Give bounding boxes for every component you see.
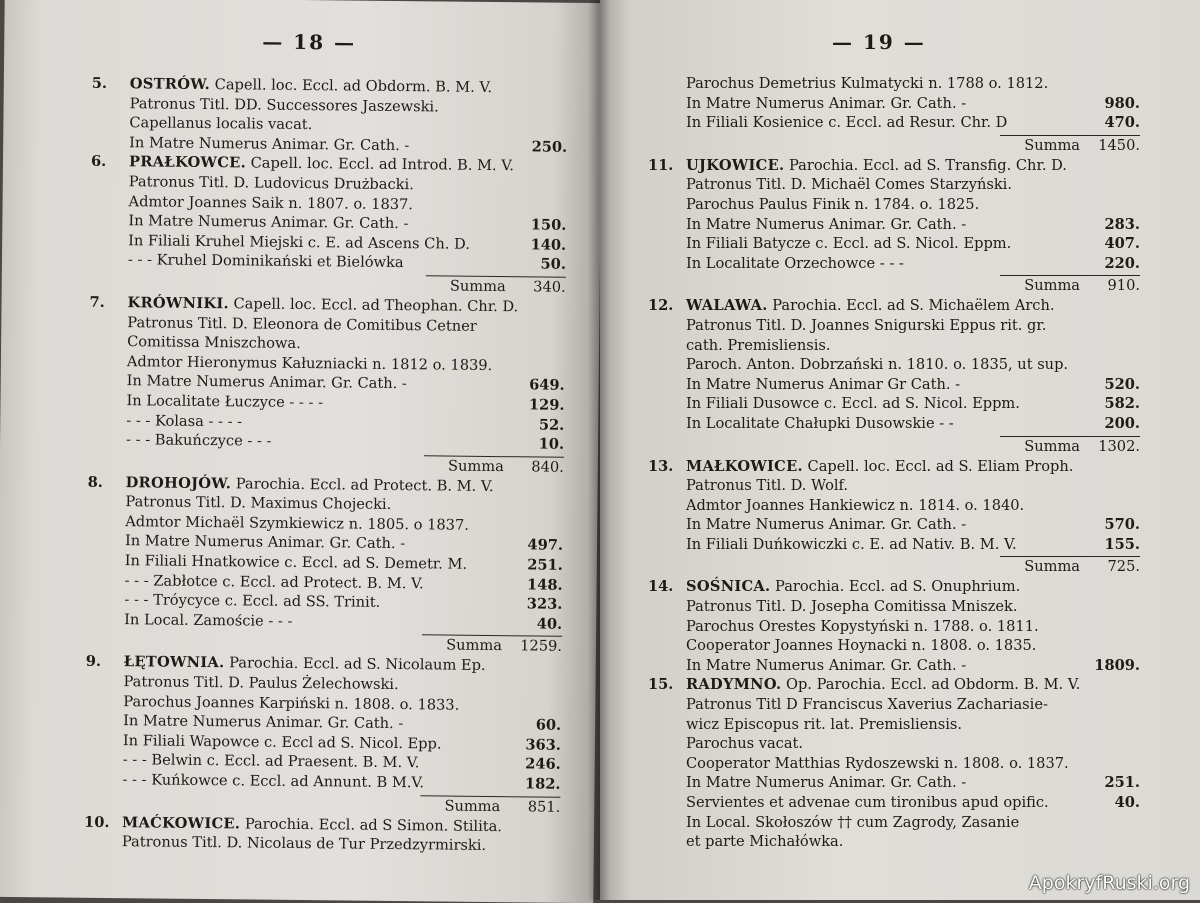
population-count: 52. bbox=[538, 416, 565, 434]
entry-text: In Matre Numerus Animar Gr Cath. - bbox=[686, 375, 961, 393]
entry-text: In Matre Numerus Animar. Gr. Cath. - bbox=[123, 712, 404, 733]
entry-text: Patronus Titl. D. Eleonora de Comitibus Cetner bbox=[127, 313, 477, 335]
entry-line bbox=[648, 195, 1140, 215]
entry-text: Paroch. Anton. Dobrzański n. 1810. o. 1835, ut sup. bbox=[686, 356, 1069, 374]
population-count: 497. bbox=[527, 536, 564, 555]
entry-text: In Filiali Kosienice c. Eccl. ad Resur. Chr. D bbox=[686, 114, 1008, 132]
entry-text: In Localitate Chałupki Dusowskie - - bbox=[686, 414, 954, 432]
summa-line bbox=[648, 276, 1140, 296]
entry-text: In Matre Numerus Animar. Gr. Cath. - bbox=[686, 516, 967, 534]
entry-text: In Filiali Wapowce c. Eccl ad S. Nicol. Epp. bbox=[122, 731, 442, 753]
entry-text: In Local. Skołoszów †† cum Zagrody, Zasanie bbox=[686, 813, 1020, 831]
population-count: 251. bbox=[1104, 774, 1140, 792]
entry-text: In Filiali Hnatkowice c. Eccl. ad S. Demetr. M. bbox=[124, 552, 468, 573]
entry-text: UJKOWICE. Parochia. Eccl. ad S. Transfig. Chr. D. bbox=[686, 156, 1067, 174]
population-count: 246. bbox=[525, 755, 561, 774]
entry-text: OSTRÓW. Capell. loc. Eccl. ad Obdorm. B. M. V. bbox=[129, 75, 493, 96]
entry-line bbox=[648, 336, 1140, 356]
entry-text: Admtor Joannes Saik n. 1807. o. 1837. bbox=[128, 192, 414, 213]
entry-text: Parochus Joannes Karpiński n. 1808. o. 1833. bbox=[123, 692, 460, 714]
summa-label: Summa bbox=[1024, 558, 1080, 576]
entry-line bbox=[648, 215, 1140, 235]
entry-text: In Filiali Kruhel Miejski c. E. ad Ascens Ch. D. bbox=[128, 231, 470, 253]
parish-entry bbox=[648, 74, 1140, 156]
parish-entry bbox=[648, 156, 1140, 297]
entry-text: In Matre Numerus Animar. Gr. Cath. - bbox=[686, 215, 967, 233]
population-count: 470. bbox=[1104, 114, 1140, 132]
entry-text: Patronus Titl. D. Joannes Snigurski Eppus rit. gr. bbox=[686, 316, 1047, 334]
entry-line bbox=[648, 597, 1140, 617]
entry-line bbox=[648, 254, 1140, 274]
entry-text: In Matre Numerus Animar. Gr. Cath. - bbox=[686, 94, 967, 112]
population-count: 40. bbox=[1114, 794, 1140, 811]
entry-number: 11. bbox=[648, 156, 674, 174]
entry-line bbox=[648, 515, 1140, 535]
population-count: 980. bbox=[1104, 94, 1140, 112]
parish-entry bbox=[648, 675, 1140, 851]
entry-text: Patronus Titl. D. Ludovicus Drużbacki. bbox=[128, 173, 414, 194]
population-count: 649. bbox=[529, 376, 565, 395]
summa-label: Summa bbox=[447, 457, 504, 475]
entry-text: SOŚNICA. Parochia. Eccl. ad S. Onuphrium. bbox=[686, 578, 1021, 596]
entry-text: In Matre Numerus Animar. Gr. Cath. - bbox=[124, 532, 406, 553]
summa-value: 1259. bbox=[520, 637, 563, 656]
entry-text: - - - Kolasa - - - - bbox=[126, 411, 243, 430]
entry-line bbox=[84, 770, 560, 795]
population-count: 50. bbox=[540, 255, 567, 274]
summa-label: Summa bbox=[446, 636, 503, 655]
entry-text: In Localitate Orzechowce - - - bbox=[686, 254, 904, 272]
entry-line bbox=[648, 394, 1140, 414]
population-count: 155. bbox=[1104, 535, 1140, 553]
population-count: 250. bbox=[531, 138, 568, 156]
entry-text: - - - Kuńkowce c. Eccl. ad Annunt. B M.V. bbox=[122, 771, 425, 792]
entry-text: MAĆKOWICE. Parochia. Eccl. ad S Simon. Stilita. bbox=[122, 813, 503, 835]
entry-number: 9. bbox=[85, 653, 102, 671]
entry-line bbox=[648, 832, 1140, 852]
entry-text: In Local. Zamoście - - - bbox=[124, 611, 293, 630]
entry-text: PRAŁKOWCE. Capell. loc. Eccl. ad Introd. B. M. V. bbox=[128, 153, 514, 175]
entry-text: In Filiali Duńkowiczki c. E. ad Nativ. B. M. V. bbox=[686, 535, 1017, 553]
population-count: 10. bbox=[538, 435, 565, 453]
entry-heading-line bbox=[648, 675, 1140, 695]
entry-line bbox=[648, 113, 1140, 133]
parish-entry bbox=[90, 152, 567, 298]
entry-text: Admtor Joannes Hankiewicz n. 1814. o. 1840. bbox=[686, 496, 1025, 514]
entry-text: Parochus Orestes Kopystyński n. 1788. o. 1811. bbox=[686, 617, 1039, 635]
population-count: 323. bbox=[526, 595, 563, 614]
summa-value: 1450. bbox=[1098, 136, 1140, 154]
summa-value: 1302. bbox=[1098, 437, 1140, 455]
entry-text: Patronus Titl. D. Maximus Chojecki. bbox=[125, 493, 392, 514]
entry-text: - - - Belwin c. Eccl. ad Praesent. B. M. V. bbox=[122, 751, 420, 772]
entry-line bbox=[648, 715, 1140, 735]
entry-line bbox=[648, 414, 1140, 434]
population-count: 148. bbox=[526, 576, 563, 594]
population-count: 407. bbox=[1104, 235, 1140, 253]
population-count: 40. bbox=[536, 615, 563, 633]
entry-text: - - - Kruhel Dominikański et Bielówka bbox=[127, 251, 404, 272]
entry-text: In Filiali Dusowce c. Eccl. ad S. Nicol. Eppm. bbox=[686, 395, 1020, 413]
entry-text: wicz Episcopus rit. lat. Premisliensis. bbox=[686, 715, 963, 733]
entry-text: Patronus Titl. D. Josepha Comitissa Mniszek. bbox=[686, 598, 1018, 616]
entry-text: In Matre Numerus Animar. Gr. Cath. - bbox=[686, 774, 967, 792]
population-count: 60. bbox=[535, 716, 562, 734]
parish-entry bbox=[648, 457, 1140, 578]
entry-text: Comitissa Mniszchowa. bbox=[127, 333, 301, 353]
entry-line bbox=[88, 430, 564, 455]
entry-line bbox=[648, 496, 1140, 516]
entry-number: 7. bbox=[89, 293, 105, 311]
entry-text: In Matre Numerus Animar. Gr. Cath. - bbox=[129, 133, 410, 154]
entry-text: In Localitate Łuczyce - - - - bbox=[126, 392, 324, 412]
page-number-header: — 18 — bbox=[262, 29, 357, 55]
entry-line bbox=[648, 234, 1140, 254]
entry-number: 12. bbox=[648, 297, 674, 315]
entry-number: 13. bbox=[648, 457, 674, 475]
summa-line bbox=[648, 136, 1140, 156]
entry-number: 10. bbox=[84, 813, 110, 831]
summa-value: 340. bbox=[533, 278, 566, 296]
watermark: ApokryfRuski.org bbox=[1028, 872, 1190, 894]
entry-text: - - - Tróycyce c. Eccl. ad SS. Trinit. bbox=[124, 591, 381, 612]
entry-text: Cooperator Matthias Rydoszewski n. 1808. o. 1837. bbox=[686, 754, 1069, 772]
entry-line bbox=[648, 94, 1140, 114]
entry-heading-line bbox=[648, 577, 1140, 597]
entry-text: Capellanus localis vacat. bbox=[129, 114, 313, 134]
page-number-header: — 19 — bbox=[832, 30, 926, 54]
entry-text: WALAWA. Parochia. Eccl. ad S. Michaëlem Arch. bbox=[686, 297, 1055, 315]
entry-text: DROHOJÓW. Parochia. Eccl. ad Protect. B. M. V. bbox=[125, 473, 494, 495]
entry-text: Admtor Michaël Szymkiewicz n. 1805. o 1837. bbox=[125, 513, 469, 534]
summa-value: 910. bbox=[1107, 277, 1140, 295]
population-count: 140. bbox=[530, 236, 567, 254]
entry-text: In Filiali Batycze c. Eccl. ad S. Nicol. Eppm. bbox=[686, 235, 1012, 253]
entry-heading-line bbox=[648, 296, 1140, 316]
entry-number: 8. bbox=[87, 473, 103, 491]
parish-entry bbox=[648, 296, 1140, 456]
right-page bbox=[600, 0, 1200, 900]
entry-line bbox=[90, 250, 566, 275]
entry-text: Admtor Hieronymus Kałuzniacki n. 1812 o. 1839. bbox=[126, 352, 493, 374]
population-count: 582. bbox=[1104, 395, 1140, 413]
entry-text: In Matre Numerus Animar. Gr. Cath. - bbox=[686, 656, 967, 674]
entry-text: - - - Bakuńczyce - - - bbox=[126, 431, 272, 450]
entry-text: In Matre Numerus Animar. Gr. Cath. - bbox=[126, 372, 407, 393]
summa-label: Summa bbox=[1024, 437, 1080, 455]
population-count: 150. bbox=[530, 216, 567, 234]
entry-text: ŁĘTOWNIA. Parochia. Eccl. ad S. Nicolaum Ep. bbox=[123, 653, 486, 675]
entry-line bbox=[648, 793, 1140, 813]
entry-text: - - - Zabłotce c. Eccl. ad Protect. B. M. V. bbox=[124, 571, 424, 592]
population-count: 129. bbox=[528, 396, 565, 414]
entry-line bbox=[648, 754, 1140, 774]
entry-text: RADYMNO. Op. Parochia. Eccl. ad Obdorm. B. M. V. bbox=[686, 676, 1081, 694]
entry-line bbox=[648, 375, 1140, 395]
entry-text: et parte Michałówka. bbox=[686, 833, 844, 851]
entry-line bbox=[648, 476, 1140, 496]
entry-line bbox=[648, 773, 1140, 793]
summa-label: Summa bbox=[449, 277, 506, 296]
entry-text: Cooperator Joannes Hoynacki n. 1808. o. 1835. bbox=[686, 637, 1037, 655]
entry-text: Patronus Titl. DD. Successores Jaszewski. bbox=[129, 94, 439, 116]
entry-number: 15. bbox=[648, 676, 674, 694]
entry-number: 14. bbox=[648, 578, 674, 596]
book-gutter bbox=[588, 0, 610, 900]
summa-value: 840. bbox=[531, 458, 564, 476]
population-count: 1809. bbox=[1094, 656, 1140, 674]
parish-entry bbox=[84, 812, 560, 856]
summa-value: 725. bbox=[1107, 558, 1140, 576]
entry-text: Patronus Titl. D. Michaël Comes Starzyński. bbox=[686, 176, 1012, 194]
entry-line bbox=[648, 656, 1140, 676]
entry-text: Patronus Titl. D. Nicolaus de Tur Przedzyrmirski. bbox=[121, 833, 487, 855]
entry-text: In Matre Numerus Animar. Gr. Cath. - bbox=[128, 212, 409, 233]
population-count: 182. bbox=[524, 775, 561, 793]
summa-label: Summa bbox=[1024, 136, 1080, 154]
entry-line bbox=[648, 316, 1140, 336]
population-count: 283. bbox=[1104, 215, 1140, 233]
population-count: 363. bbox=[525, 736, 562, 754]
entry-text: Patronus Titl. D. Wolf. bbox=[686, 477, 849, 495]
entry-heading-line bbox=[648, 156, 1140, 176]
parish-entry bbox=[84, 652, 562, 817]
summa-value: 851. bbox=[527, 797, 561, 816]
entry-line bbox=[648, 813, 1140, 833]
entry-text: KRÓWNIKI. Capell. loc. Eccl. ad Theophan. Chr. D. bbox=[127, 294, 519, 316]
entry-text: Parochus Demetrius Kulmatycki n. 1788 o. 1812. bbox=[686, 75, 1049, 92]
entry-heading-line bbox=[648, 74, 1140, 94]
summa-label: Summa bbox=[1024, 277, 1080, 295]
entry-line bbox=[86, 610, 562, 635]
parish-entry bbox=[88, 293, 566, 478]
right-page-column bbox=[648, 74, 1140, 852]
entry-line bbox=[84, 832, 560, 857]
entry-text: Parochus vacat. bbox=[686, 735, 804, 753]
entry-text: MAŁKOWICE. Capell. loc. Eccl. ad S. Eliam Proph. bbox=[686, 457, 1074, 475]
parish-entry bbox=[648, 577, 1140, 675]
entry-text: Servientes et advenae cum tironibus apud opific. bbox=[686, 794, 1049, 811]
entry-number: 6. bbox=[90, 153, 107, 171]
entry-line bbox=[648, 734, 1140, 754]
entry-text: Patronus Titl D Franciscus Xaverius Zachariasie- bbox=[686, 696, 1048, 714]
entry-text: Patronus Titl. D. Paulus Żelechowski. bbox=[123, 673, 399, 694]
left-page-column bbox=[84, 74, 568, 857]
entry-text: Parochus Paulus Finik n. 1784. o. 1825. bbox=[686, 195, 980, 213]
parish-entry bbox=[86, 472, 564, 657]
population-count: 251. bbox=[527, 556, 563, 574]
population-count: 220. bbox=[1104, 254, 1140, 272]
entry-line bbox=[648, 695, 1140, 715]
summa-line bbox=[648, 557, 1140, 577]
population-count: 570. bbox=[1104, 516, 1140, 534]
summa-line bbox=[648, 437, 1140, 457]
entry-number: 5. bbox=[91, 74, 108, 92]
entry-line bbox=[648, 617, 1140, 637]
population-count: 520. bbox=[1104, 375, 1140, 393]
entry-line bbox=[648, 535, 1140, 555]
summa-label: Summa bbox=[444, 797, 501, 815]
entry-line bbox=[648, 636, 1140, 656]
entry-line bbox=[648, 355, 1140, 375]
entry-text: cath. Premisliensis. bbox=[686, 336, 831, 354]
entry-line bbox=[648, 175, 1140, 195]
entry-heading-line bbox=[648, 457, 1140, 477]
parish-entry bbox=[91, 74, 568, 157]
population-count: 200. bbox=[1104, 414, 1140, 432]
